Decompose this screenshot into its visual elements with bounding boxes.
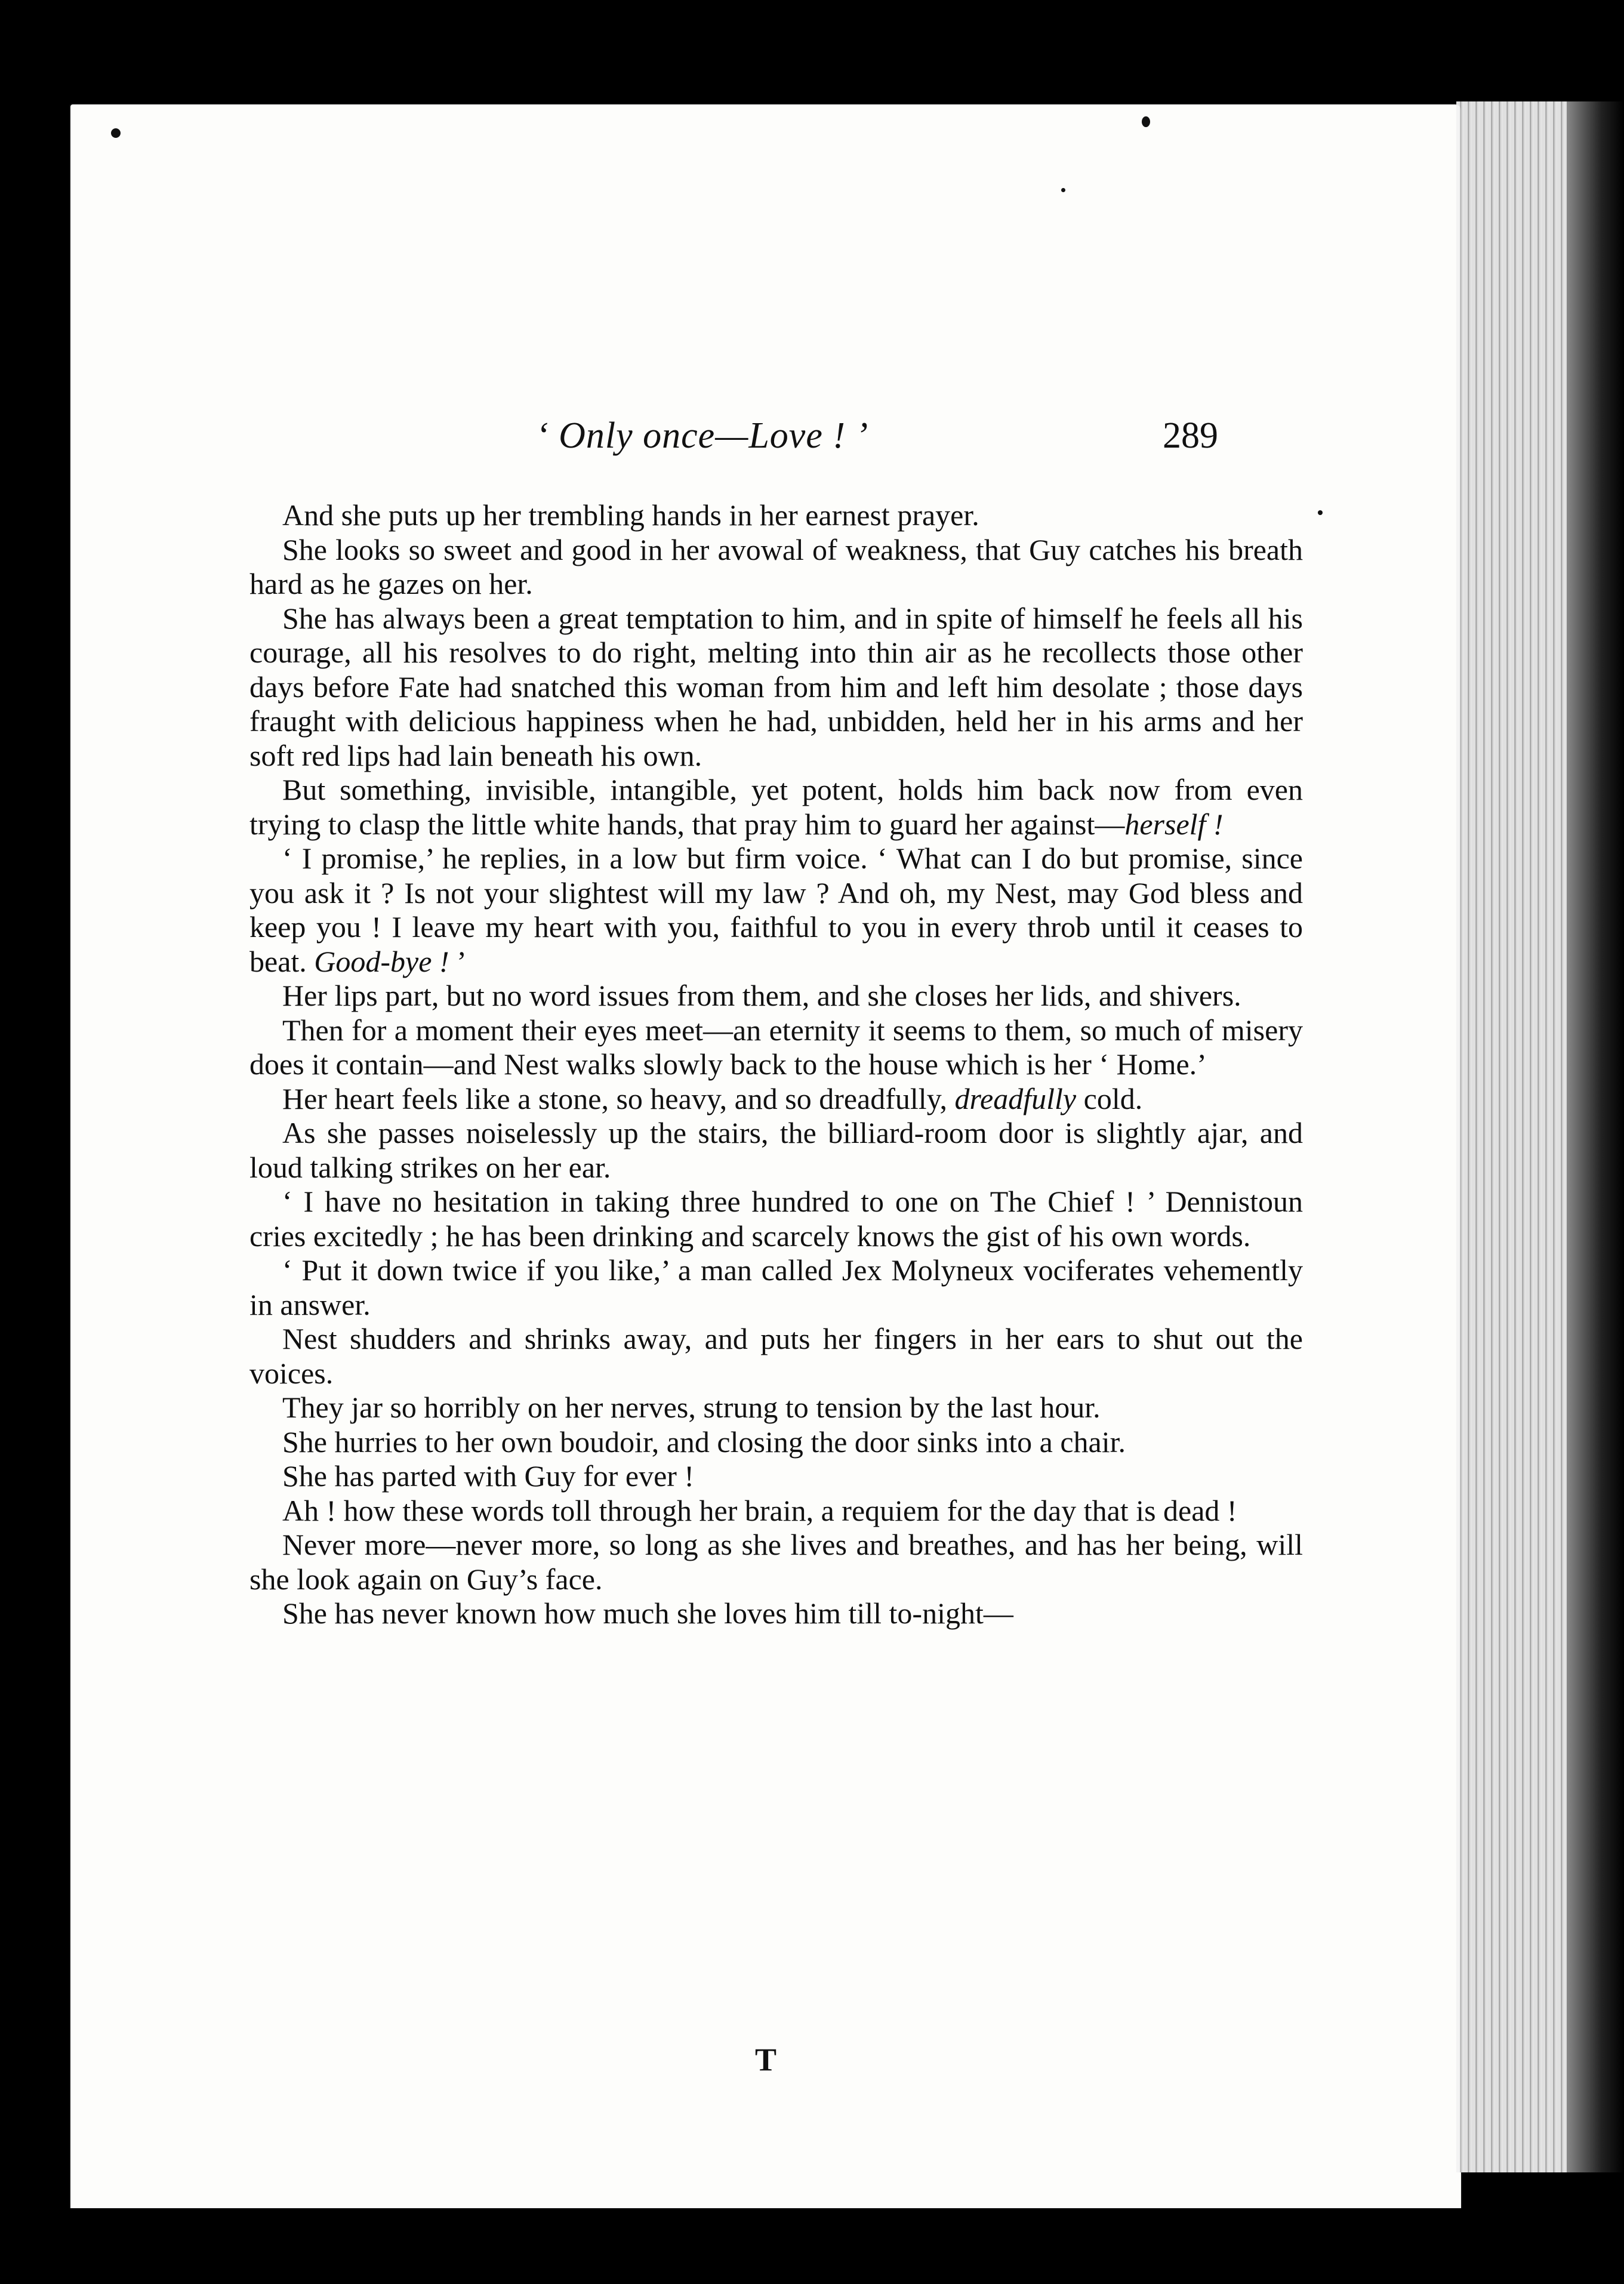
paragraph — [249, 1082, 1303, 1117]
text-run: As she passes noiselessly up the stairs, the billiard-room door is slightly ajar, and loud talking strikes on her ear. — [249, 1116, 1303, 1184]
text-run: ‘ I promise,’ he replies, in a low but firm voice. ‘ What can I do but promise, since you ask it ? Is not your slightest will my law ? And oh, my Nest, may God bless and keep you ! I leave my heart with you, faithful to you in every throb until it ceases to beat. — [249, 842, 1303, 978]
speck — [1318, 510, 1323, 515]
italic-text-run: herself ! — [1124, 807, 1224, 841]
text-run: And she puts up her trembling hands in her earnest prayer. — [282, 498, 979, 532]
scan-right-border — [1567, 101, 1624, 2172]
text-run: Her lips part, but no word issues from them, and she closes her lids, and shivers. — [282, 979, 1241, 1012]
page-number: 289 — [1163, 415, 1218, 456]
speck — [1061, 188, 1065, 192]
italic-text-run: Good-bye ! — [314, 944, 449, 978]
running-title: ‘ Only once—Love ! ’ — [536, 415, 869, 456]
paragraph — [249, 1013, 1303, 1082]
paragraph — [249, 1459, 1303, 1494]
speck — [1142, 116, 1150, 127]
running-header — [70, 415, 1461, 486]
body-text — [249, 498, 1303, 1631]
text-run: She looks so sweet and good in her avowal of weakness, that Guy catches his breath hard as he gazes on her. — [249, 532, 1303, 600]
text-run: She has always been a great temptation to him, and in spite of himself he feels all his courage, all his resolves to do right, melting into thin air as he recollects those other days before Fate had snatched this woman from him and left him desolate ; those days fraught with delicious happiness when he had, unbidden, held her in his arms and her soft red lips had lain beneath his own. — [249, 601, 1303, 772]
scan-left-border — [0, 0, 70, 2284]
page-stack-edge — [1456, 101, 1570, 2172]
text-run: Ah ! how these words toll through her brain, a requiem for the day that is dead ! — [282, 1493, 1237, 1527]
text-run: ‘ Put it down twice if you like,’ a man called Jex Molyneux vociferates vehemently in answer. — [249, 1253, 1303, 1321]
text-run: She has never known how much she loves him till to-night— — [282, 1596, 1013, 1630]
text-run: Then for a moment their eyes meet—an eternity it seems to them, so much of misery does it contain—and Nest walks slowly back to the house which is her ‘ Home.’ — [249, 1013, 1303, 1081]
text-run: They jar so horribly on her nerves, strung to tension by the last hour. — [282, 1391, 1101, 1424]
paragraph — [249, 1494, 1303, 1528]
speck — [111, 128, 121, 138]
scan-top-border — [0, 0, 1624, 104]
scan-bottom-border — [0, 2208, 1624, 2284]
paragraph — [249, 602, 1303, 773]
paragraph — [249, 533, 1303, 602]
paragraph — [249, 1425, 1303, 1460]
text-run: She has parted with Guy for ever ! — [282, 1459, 695, 1493]
paragraph — [249, 773, 1303, 842]
paragraph — [249, 1322, 1303, 1391]
text-run: Never more—never more, so long as she lives and breathes, and has her being, will she look again on Guy’s face. — [249, 1528, 1303, 1596]
book-page — [70, 104, 1461, 2211]
text-run: Nest shudders and shrinks away, and puts her fingers in her ears to shut out the voices. — [249, 1322, 1303, 1390]
paragraph — [249, 1253, 1303, 1322]
text-run: ’ — [449, 944, 467, 978]
paragraph — [249, 1528, 1303, 1596]
italic-text-run: dreadfully — [954, 1081, 1077, 1115]
paragraph — [249, 842, 1303, 979]
signature-mark: T — [754, 2042, 777, 2078]
text-run: cold. — [1076, 1081, 1143, 1115]
paragraph — [249, 498, 1303, 533]
text-run: She hurries to her own boudoir, and closing the door sinks into a chair. — [282, 1425, 1126, 1459]
paragraph — [249, 1596, 1303, 1631]
paragraph — [249, 1116, 1303, 1185]
paragraph — [249, 1391, 1303, 1425]
paragraph — [249, 1185, 1303, 1253]
text-run: ‘ I have no hesitation in taking three hundred to one on The Chief ! ’ Dennistoun cries excitedly ; he has been drinking and scarcely knows the gist of his own words. — [249, 1185, 1303, 1253]
text-run: Her heart feels like a stone, so heavy, and so dreadfully, — [282, 1081, 955, 1115]
paragraph — [249, 979, 1303, 1013]
text-run: But something, invisible, intangible, yet potent, holds him back now from even trying to clasp the little white hands, that pray him to guard her against— — [249, 773, 1303, 841]
